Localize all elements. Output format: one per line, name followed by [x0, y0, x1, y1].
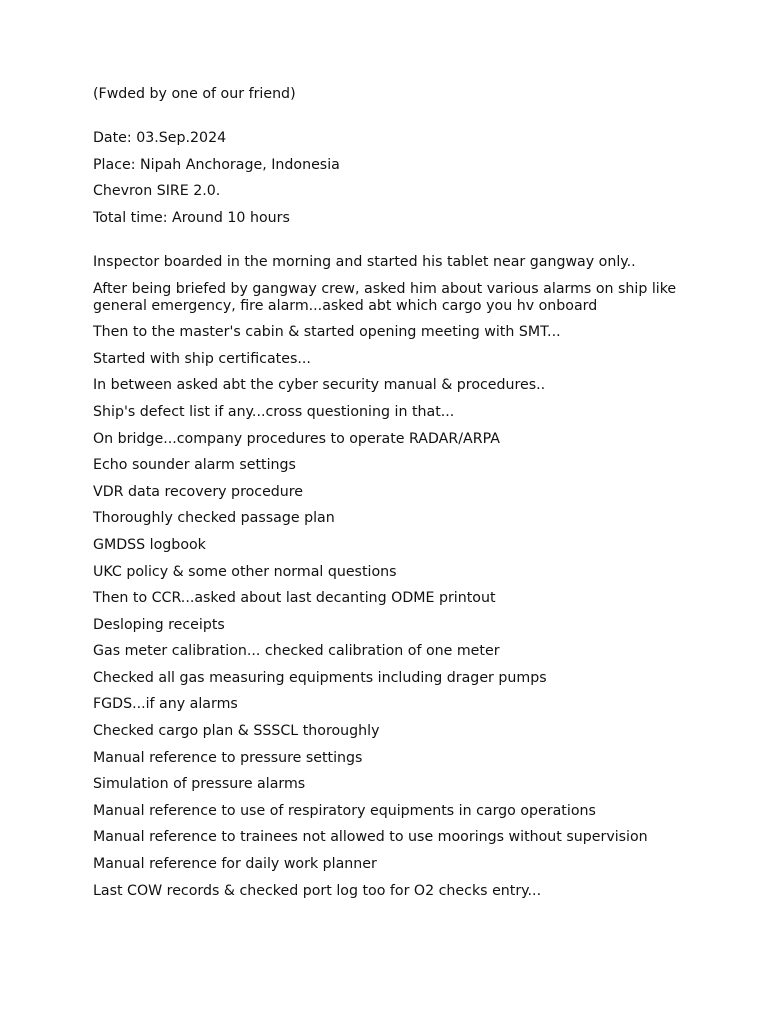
- list-item: Last COW records & checked port log too for O2 checks entry...: [93, 882, 542, 899]
- list-item: After being briefed by gangway crew, asked him about various alarms on ship like general emergency, fire alarm...asked abt which cargo you hv onboard: [93, 280, 677, 314]
- list-item: GMDSS logbook: [93, 536, 206, 553]
- list-item: Echo sounder alarm settings: [93, 457, 296, 474]
- list-item: Manual reference to use of respiratory equipments in cargo operations: [93, 802, 596, 819]
- list-item: Manual reference for daily work planner: [93, 856, 377, 873]
- list-item: Gas meter calibration... checked calibration of one meter: [93, 643, 500, 660]
- spacer: [93, 236, 693, 254]
- list-item: UKC policy & some other normal questions: [93, 563, 397, 580]
- list-item: On bridge...company procedures to operate RADAR/ARPA: [93, 430, 500, 447]
- document-page: [93, 86, 693, 909]
- list-item: Simulation of pressure alarms: [93, 776, 306, 793]
- list-item: Then to the master's cabin & started opening meeting with SMT...: [93, 324, 561, 341]
- list-item: Ship's defect list if any...cross questioning in that...: [93, 403, 455, 420]
- place-line: Place: Nipah Anchorage, Indonesia: [93, 156, 340, 173]
- list-item: Inspector boarded in the morning and started his tablet near gangway only..: [93, 253, 636, 270]
- date-line: Date: 03.Sep.2024: [93, 130, 227, 147]
- list-item: Checked cargo plan & SSSCL thoroughly: [93, 723, 380, 740]
- intro-line: (Fwded by one of our friend): [93, 86, 296, 102]
- list-item: Desloping receipts: [93, 616, 225, 633]
- list-item: Manual reference to pressure settings: [93, 749, 363, 766]
- spacer: [93, 113, 693, 131]
- list-item: VDR data recovery procedure: [93, 483, 304, 500]
- total-time-line: Total time: Around 10 hours: [93, 209, 290, 226]
- list-item: Checked all gas measuring equipments including drager pumps: [93, 669, 547, 686]
- inspection-line: Chevron SIRE 2.0.: [93, 183, 221, 200]
- list-item: FGDS...if any alarms: [93, 696, 238, 713]
- list-item: Thoroughly checked passage plan: [93, 510, 335, 527]
- list-item: Started with ship certificates...: [93, 350, 311, 367]
- list-item: In between asked abt the cyber security manual & procedures..: [93, 377, 546, 394]
- list-item: Manual reference to trainees not allowed to use moorings without supervision: [93, 829, 648, 846]
- list-item: Then to CCR...asked about last decanting ODME printout: [93, 590, 496, 607]
